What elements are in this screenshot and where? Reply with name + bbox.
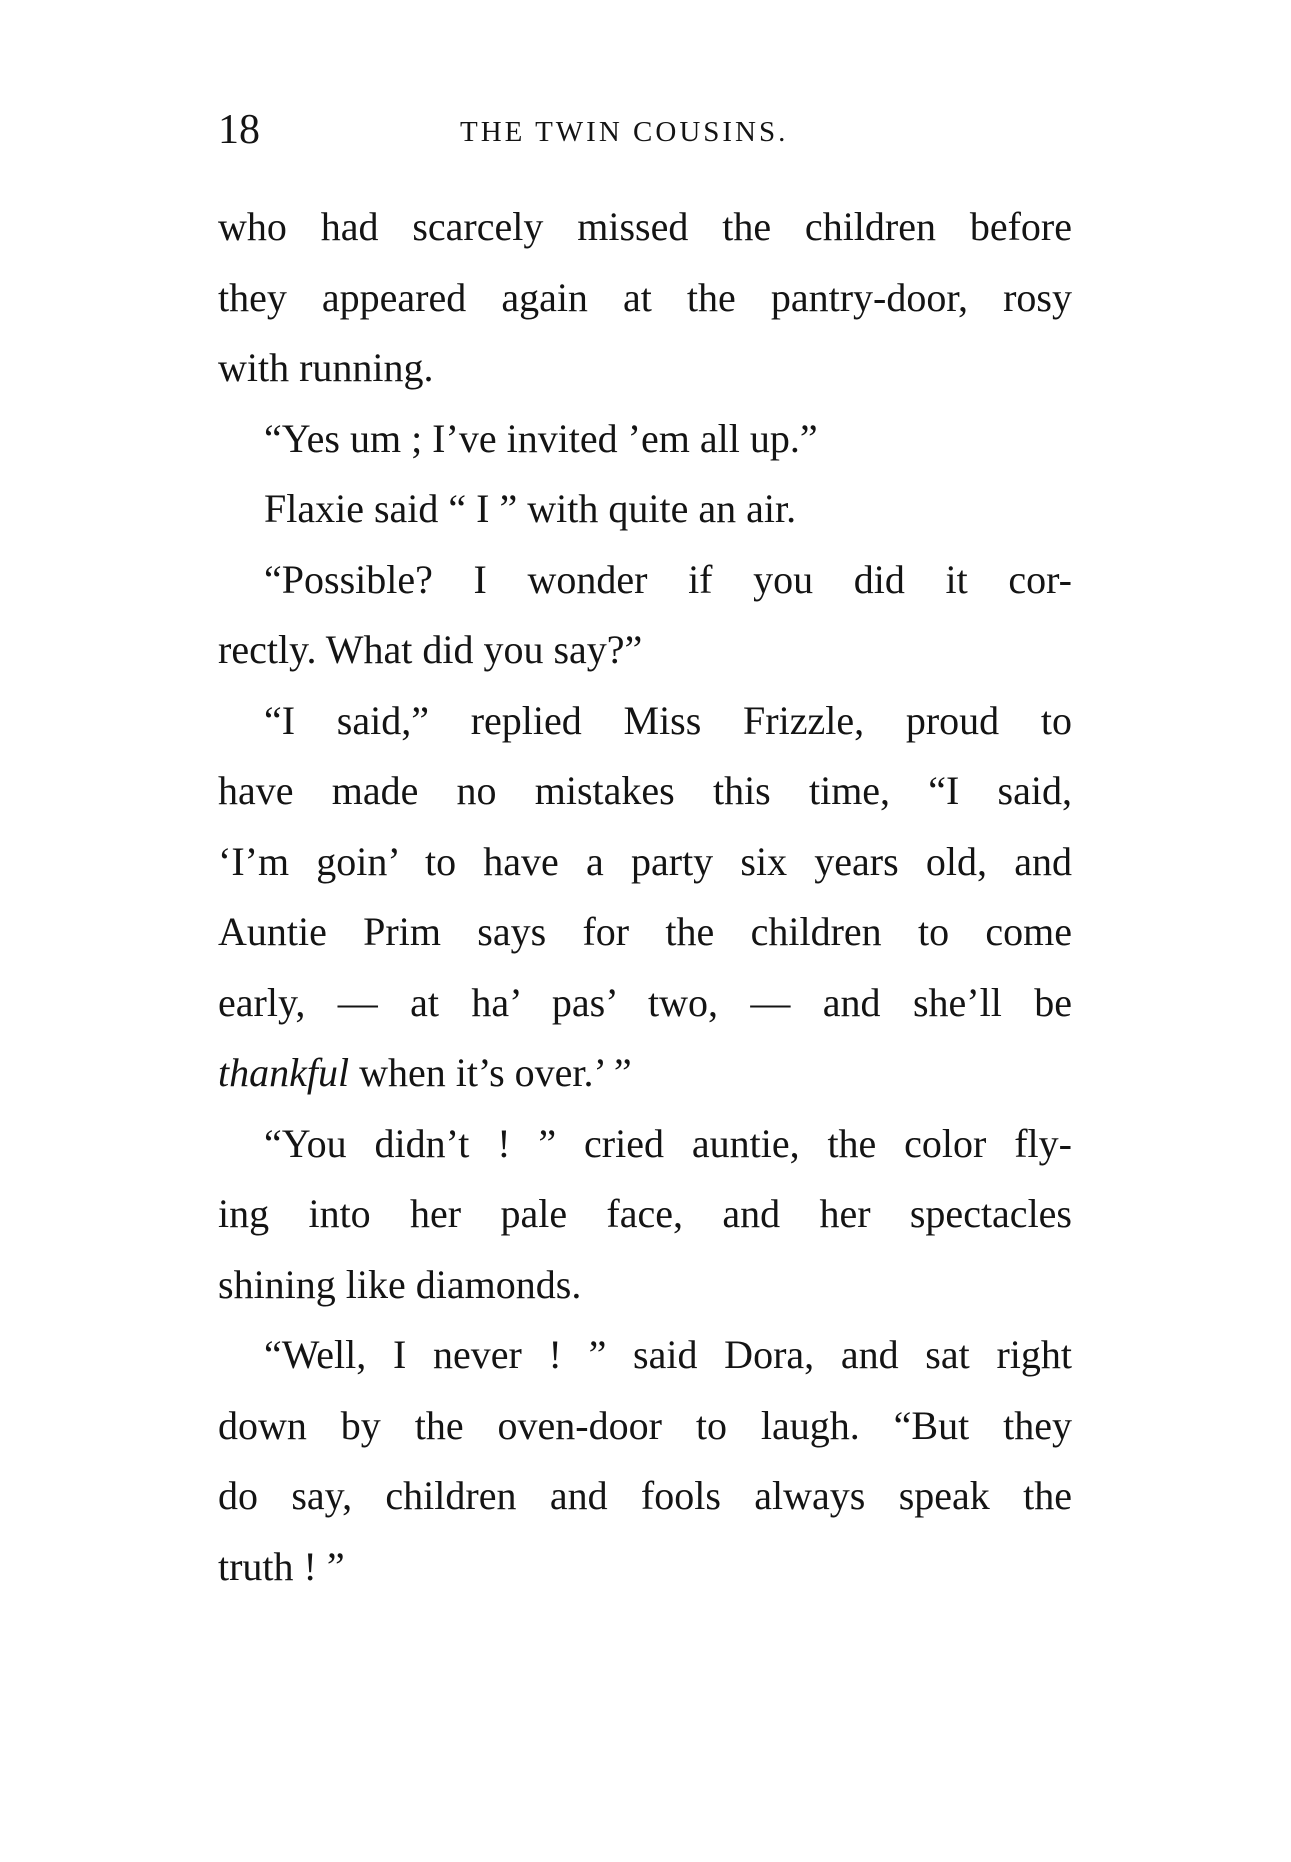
text-line: ing into her pale face, and her spectacles: [218, 1191, 1072, 1236]
text-line: Auntie Prim says for the children to come: [218, 909, 1072, 954]
text-line: “Well, I never ! ” said Dora, and sat right: [264, 1332, 1072, 1377]
text-line: “Possible? I wonder if you did it cor-: [264, 556, 1072, 602]
text-line: who had scarcely missed the children before: [218, 204, 1072, 249]
text-line: “I said,” replied Miss Frizzle, proud to: [264, 697, 1072, 743]
text-line: with running.: [218, 345, 434, 390]
text-line: [218, 1038, 1072, 1109]
text-line: rectly. What did you say?”: [218, 627, 643, 672]
italic-word: thankful: [218, 1050, 350, 1095]
text-line: “Yes um ; I’ve invited ’em all up.”: [264, 415, 818, 461]
text-line: shining like diamonds.: [218, 1261, 582, 1307]
text-line: “You didn’t ! ” cried auntie, the color fly-: [264, 1120, 1072, 1166]
text-line: down by the oven-door to laugh. “But they: [218, 1402, 1072, 1448]
text-line: have made no mistakes this time, “I said,: [218, 768, 1072, 813]
text-line: ‘I’m goin’ to have a party six years old, and: [218, 838, 1072, 884]
line-remainder: when it’s over.’ ”: [349, 1050, 632, 1095]
body-text: [218, 192, 1072, 1602]
text-line: do say, children and fools always speak the: [218, 1473, 1072, 1518]
text-line: truth ! ”: [218, 1543, 345, 1589]
text-line: early, — at ha’ pas’ two, — and she’ll be: [218, 979, 1072, 1025]
book-title: THE TWIN COUSINS.: [460, 116, 789, 148]
text-line: they appeared again at the pantry-door, rosy: [218, 274, 1072, 320]
text-line: Flaxie said “ I ” with quite an air.: [264, 486, 797, 531]
running-head: [218, 105, 1072, 155]
page-number: 18: [218, 107, 260, 153]
